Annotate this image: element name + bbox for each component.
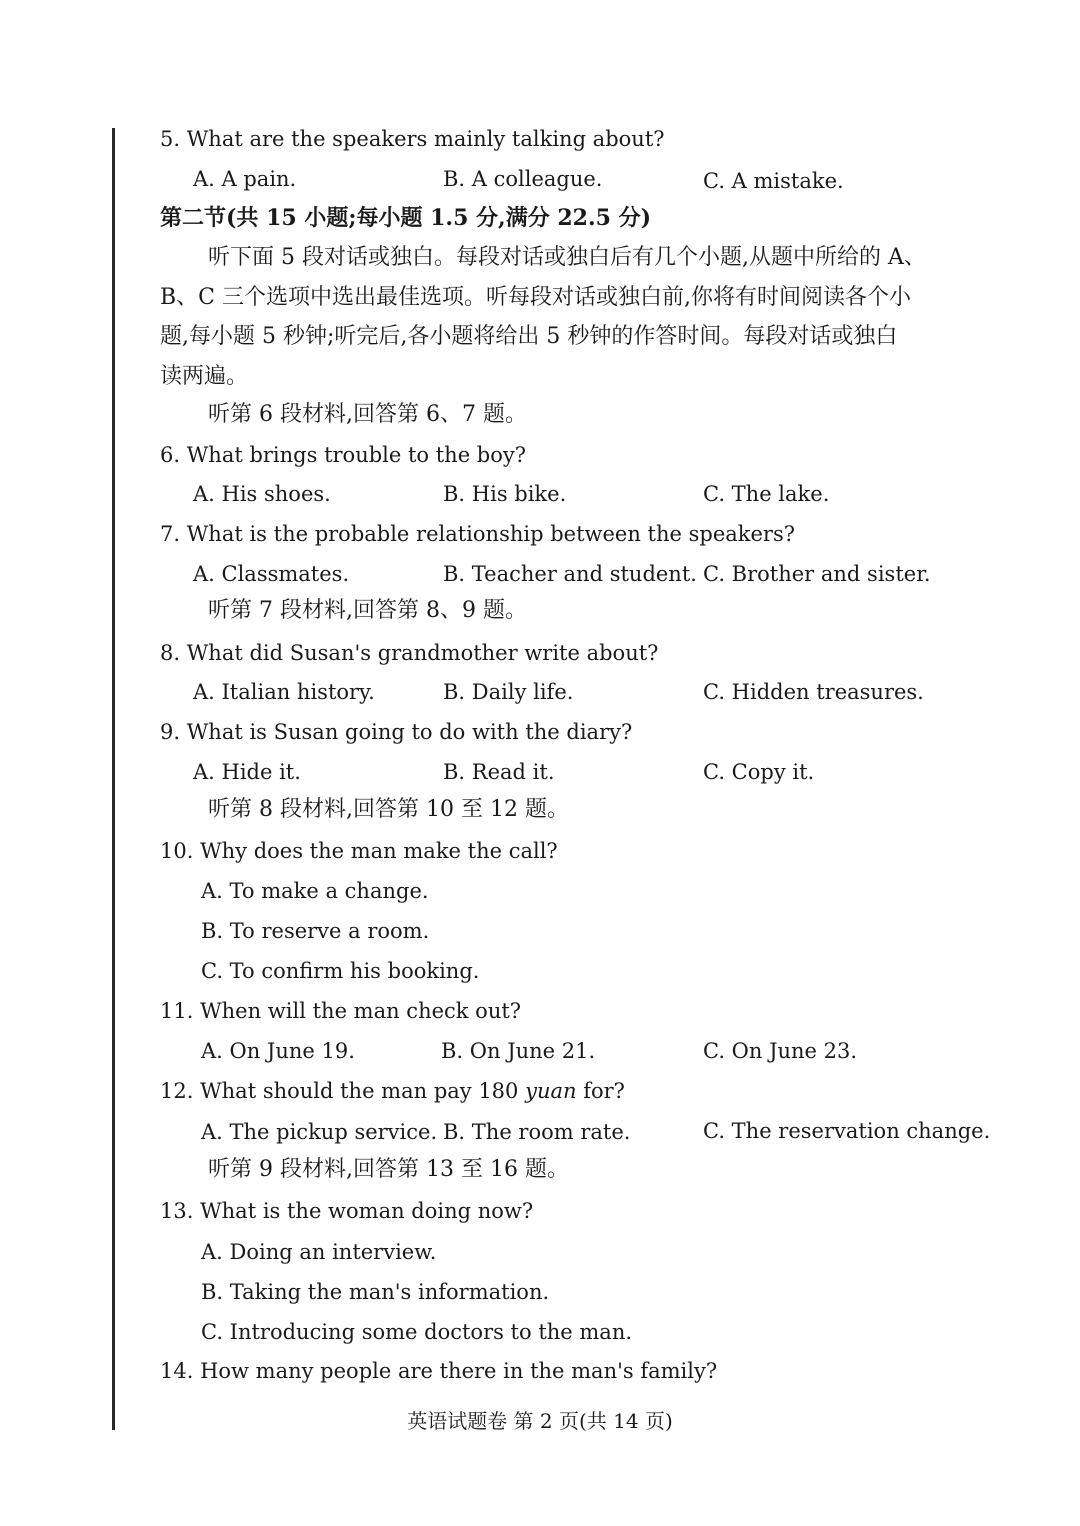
section-instruction-line-2: B、C 三个选项中选出最佳选项。听每段对话或独白前,你将有时间阅读各个小 — [160, 285, 911, 310]
question-13-option-b: B. Taking the man's information. — [201, 1280, 550, 1304]
question-6-option-b: B. His bike. — [443, 482, 567, 506]
question-11-stem: 11. When will the man check out? — [160, 999, 522, 1023]
page-footer: 英语试题卷 第 2 页(共 14 页) — [407, 1409, 673, 1433]
question-11-option-c: C. On June 23. — [703, 1039, 858, 1063]
question-12-option-c: C. The reservation change. — [703, 1119, 991, 1143]
question-10-stem: 10. Why does the man make the call? — [160, 839, 558, 863]
question-9-option-b: B. Read it. — [443, 760, 555, 784]
question-7-stem: 7. What is the probable relationship between the speakers? — [160, 522, 796, 546]
section-instruction-line-3: 题,每小题 5 秒钟;听完后,各小题将给出 5 秒钟的作答时间。每段对话或独白 — [160, 324, 898, 349]
question-6-stem: 6. What brings trouble to the boy? — [160, 443, 527, 467]
question-12-stem-italic: yuan — [525, 1079, 577, 1103]
question-5-option-a: A. A pain. — [193, 167, 297, 191]
question-13-option-a: A. Doing an interview. — [201, 1240, 437, 1264]
binding-margin-line — [112, 128, 115, 1430]
section-instruction-line-4: 读两遍。 — [160, 364, 249, 389]
question-8-option-b: B. Daily life. — [443, 680, 574, 704]
question-5-option-c: C. A mistake. — [703, 169, 844, 193]
question-11-option-b: B. On June 21. — [441, 1039, 596, 1063]
question-12-stem — [160, 1078, 625, 1104]
question-8-option-a: A. Italian history. — [193, 680, 375, 704]
question-6-option-c: C. The lake. — [703, 482, 830, 506]
section-title: 第二节(共 15 小题;每小题 1.5 分,满分 22.5 分) — [160, 205, 652, 231]
question-5-option-b: B. A colleague. — [443, 167, 603, 191]
material-9-heading: 听第 9 段材料,回答第 13 至 16 题。 — [208, 1157, 569, 1182]
question-8-stem: 8. What did Susan's grandmother write about? — [160, 641, 659, 665]
question-7-option-a: A. Classmates. — [193, 562, 350, 586]
material-8-heading: 听第 8 段材料,回答第 10 至 12 题。 — [208, 797, 569, 822]
question-10-option-a: A. To make a change. — [201, 879, 429, 903]
material-6-heading: 听第 6 段材料,回答第 6、7 题。 — [208, 402, 527, 427]
question-9-option-c: C. Copy it. — [703, 760, 815, 784]
material-7-heading: 听第 7 段材料,回答第 8、9 题。 — [208, 598, 527, 623]
question-13-option-c: C. Introducing some doctors to the man. — [201, 1320, 633, 1344]
question-13-stem: 13. What is the woman doing now? — [160, 1199, 534, 1223]
question-8-option-c: C. Hidden treasures. — [703, 680, 924, 704]
question-12-option-a: A. The pickup service. — [201, 1120, 438, 1144]
question-14-stem: 14. How many people are there in the man's family? — [160, 1359, 718, 1383]
question-5-stem: 5. What are the speakers mainly talking about? — [160, 127, 665, 151]
question-10-option-c: C. To confirm his booking. — [201, 959, 480, 983]
question-9-stem: 9. What is Susan going to do with the diary? — [160, 720, 633, 744]
section-instruction-line-1: 听下面 5 段对话或独白。每段对话或独白后有几个小题,从题中所给的 A、 — [208, 245, 926, 270]
question-12-stem-end: for? — [576, 1079, 625, 1103]
question-12-stem-start: 12. What should the man pay 180 — [160, 1079, 526, 1103]
question-7-option-b: B. Teacher and student. — [443, 562, 697, 586]
question-11-option-a: A. On June 19. — [201, 1039, 355, 1063]
question-7-option-c: C. Brother and sister. — [703, 562, 931, 586]
question-6-option-a: A. His shoes. — [193, 482, 331, 506]
question-10-option-b: B. To reserve a room. — [201, 919, 430, 943]
question-9-option-a: A. Hide it. — [193, 760, 301, 784]
question-12-option-b: B. The room rate. — [443, 1120, 631, 1144]
